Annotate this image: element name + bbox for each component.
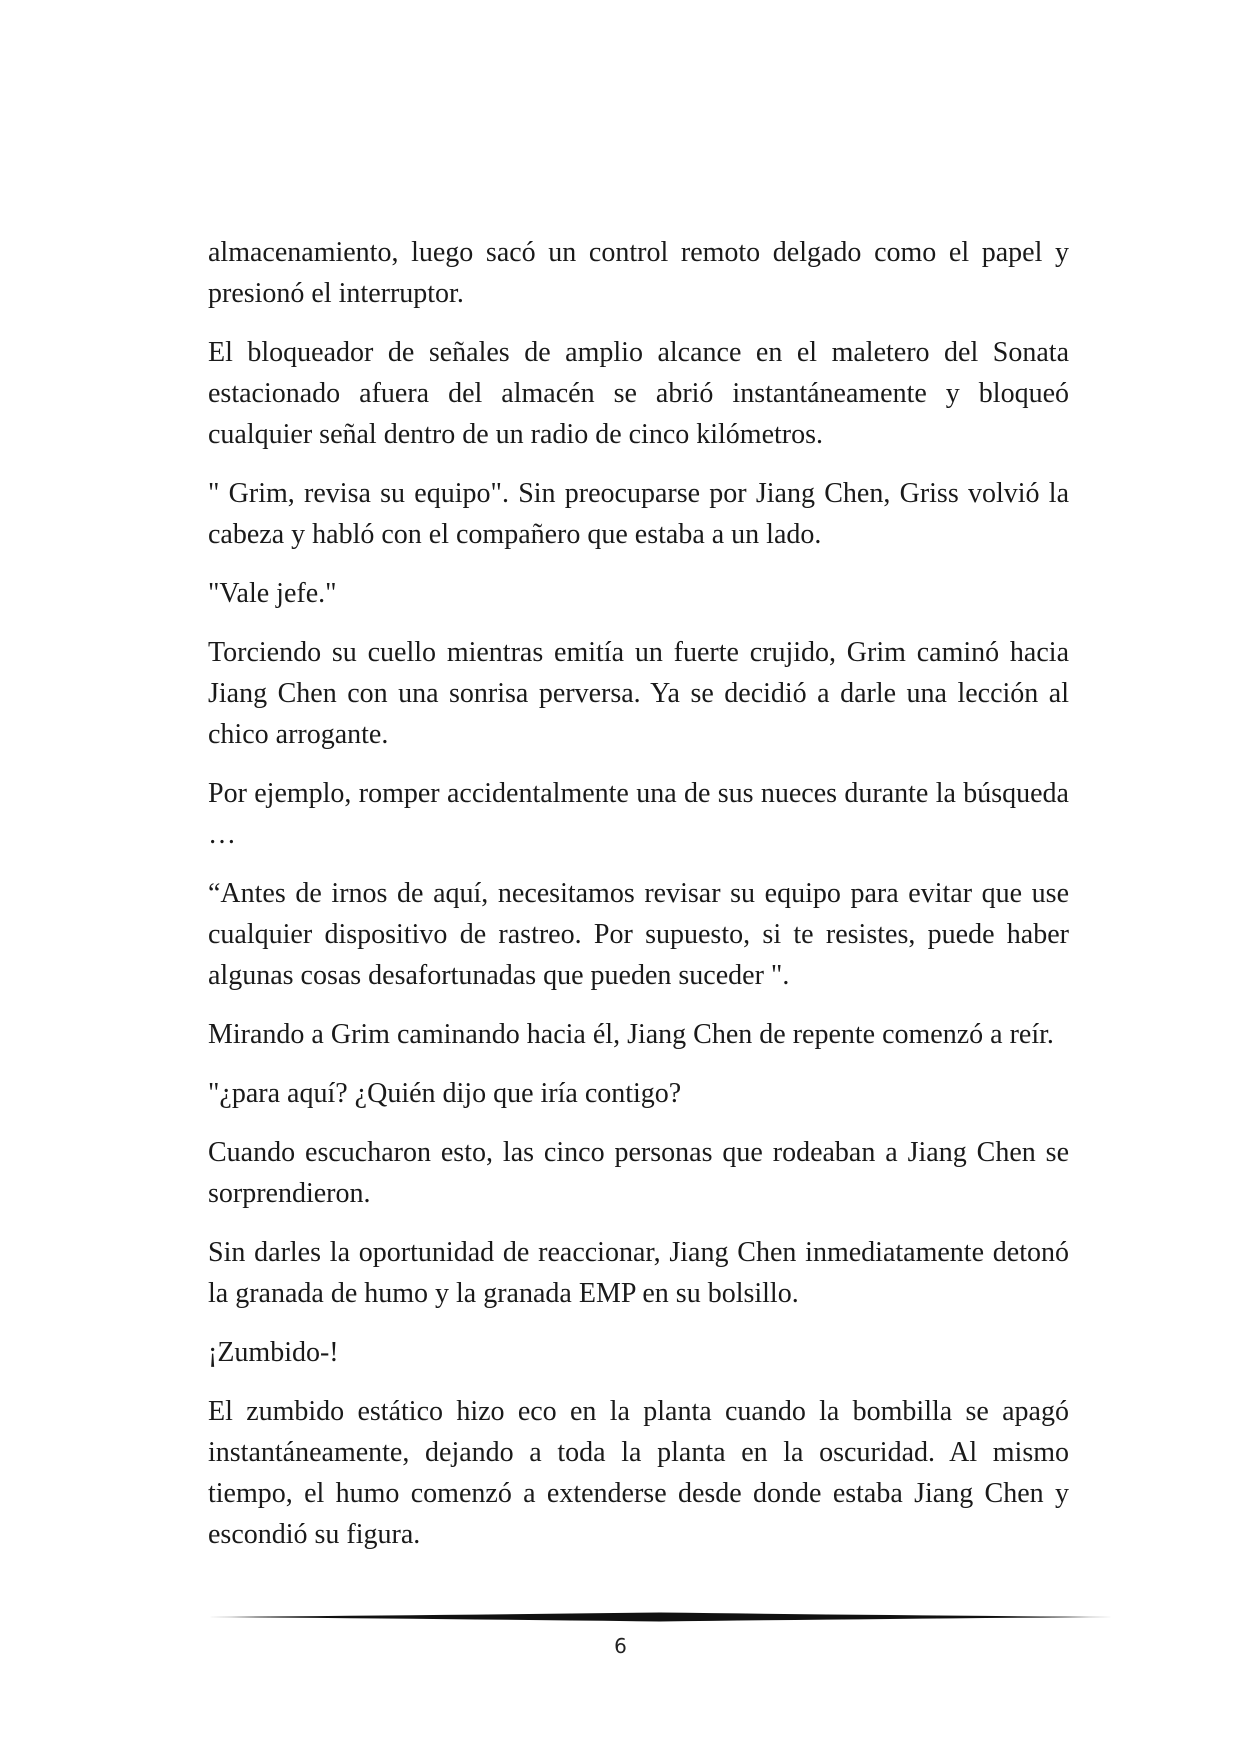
page-number: 6 <box>614 1634 627 1658</box>
paragraph: Sin darles la oportunidad de reaccionar, Jiang Chen inmediatamente detonó la granada de humo y la granada EMP en su bolsillo. <box>208 1237 1069 1309</box>
paragraph: almacenamiento, luego sacó un control remoto delgado como el papel y presionó el interruptor. <box>208 237 1069 309</box>
paragraph: Por ejemplo, romper accidentalmente una de sus nueces durante la búsqueda … <box>208 778 1069 850</box>
body-text <box>208 232 1069 1555</box>
paragraph: Torciendo su cuello mientras emitía un fuerte crujido, Grim caminó hacia Jiang Chen con una sonrisa perversa. Ya se decidió a darle una lección al chico arrogante. <box>208 637 1069 750</box>
paragraph: Mirando a Grim caminando hacia él, Jiang Chen de repente comenzó a reír. <box>208 1019 1054 1050</box>
paragraph: ¡Zumbido-! <box>208 1337 339 1368</box>
footer-divider <box>208 1610 1113 1624</box>
paragraph: "¿para aquí? ¿Quién dijo que iría contigo? <box>208 1078 682 1109</box>
paragraph: " Grim, revisa su equipo". Sin preocuparse por Jiang Chen, Griss volvió la cabeza y habló con el compañero que estaba a un lado. <box>208 478 1069 550</box>
paragraph: Cuando escucharon esto, las cinco personas que rodeaban a Jiang Chen se sorprendieron. <box>208 1137 1069 1209</box>
paragraph: “Antes de irnos de aquí, necesitamos revisar su equipo para evitar que use cualquier dispositivo de rastreo. Por supuesto, si te resistes, puede haber algunas cosas desafortunadas que pueden suceder ". <box>208 878 1069 991</box>
paragraph: El zumbido estático hizo eco en la planta cuando la bombilla se apagó instantáneamente, dejando a toda la planta en la oscuridad. Al mismo tiempo, el humo comenzó a extenderse desde donde estaba Jiang Chen y escondió su figura. <box>208 1396 1069 1550</box>
paragraph: "Vale jefe." <box>208 578 337 609</box>
paragraph: El bloqueador de señales de amplio alcance en el maletero del Sonata estacionado afuera del almacén se abrió instantáneamente y bloqueó cualquier señal dentro de un radio de cinco kilómetros. <box>208 337 1069 450</box>
